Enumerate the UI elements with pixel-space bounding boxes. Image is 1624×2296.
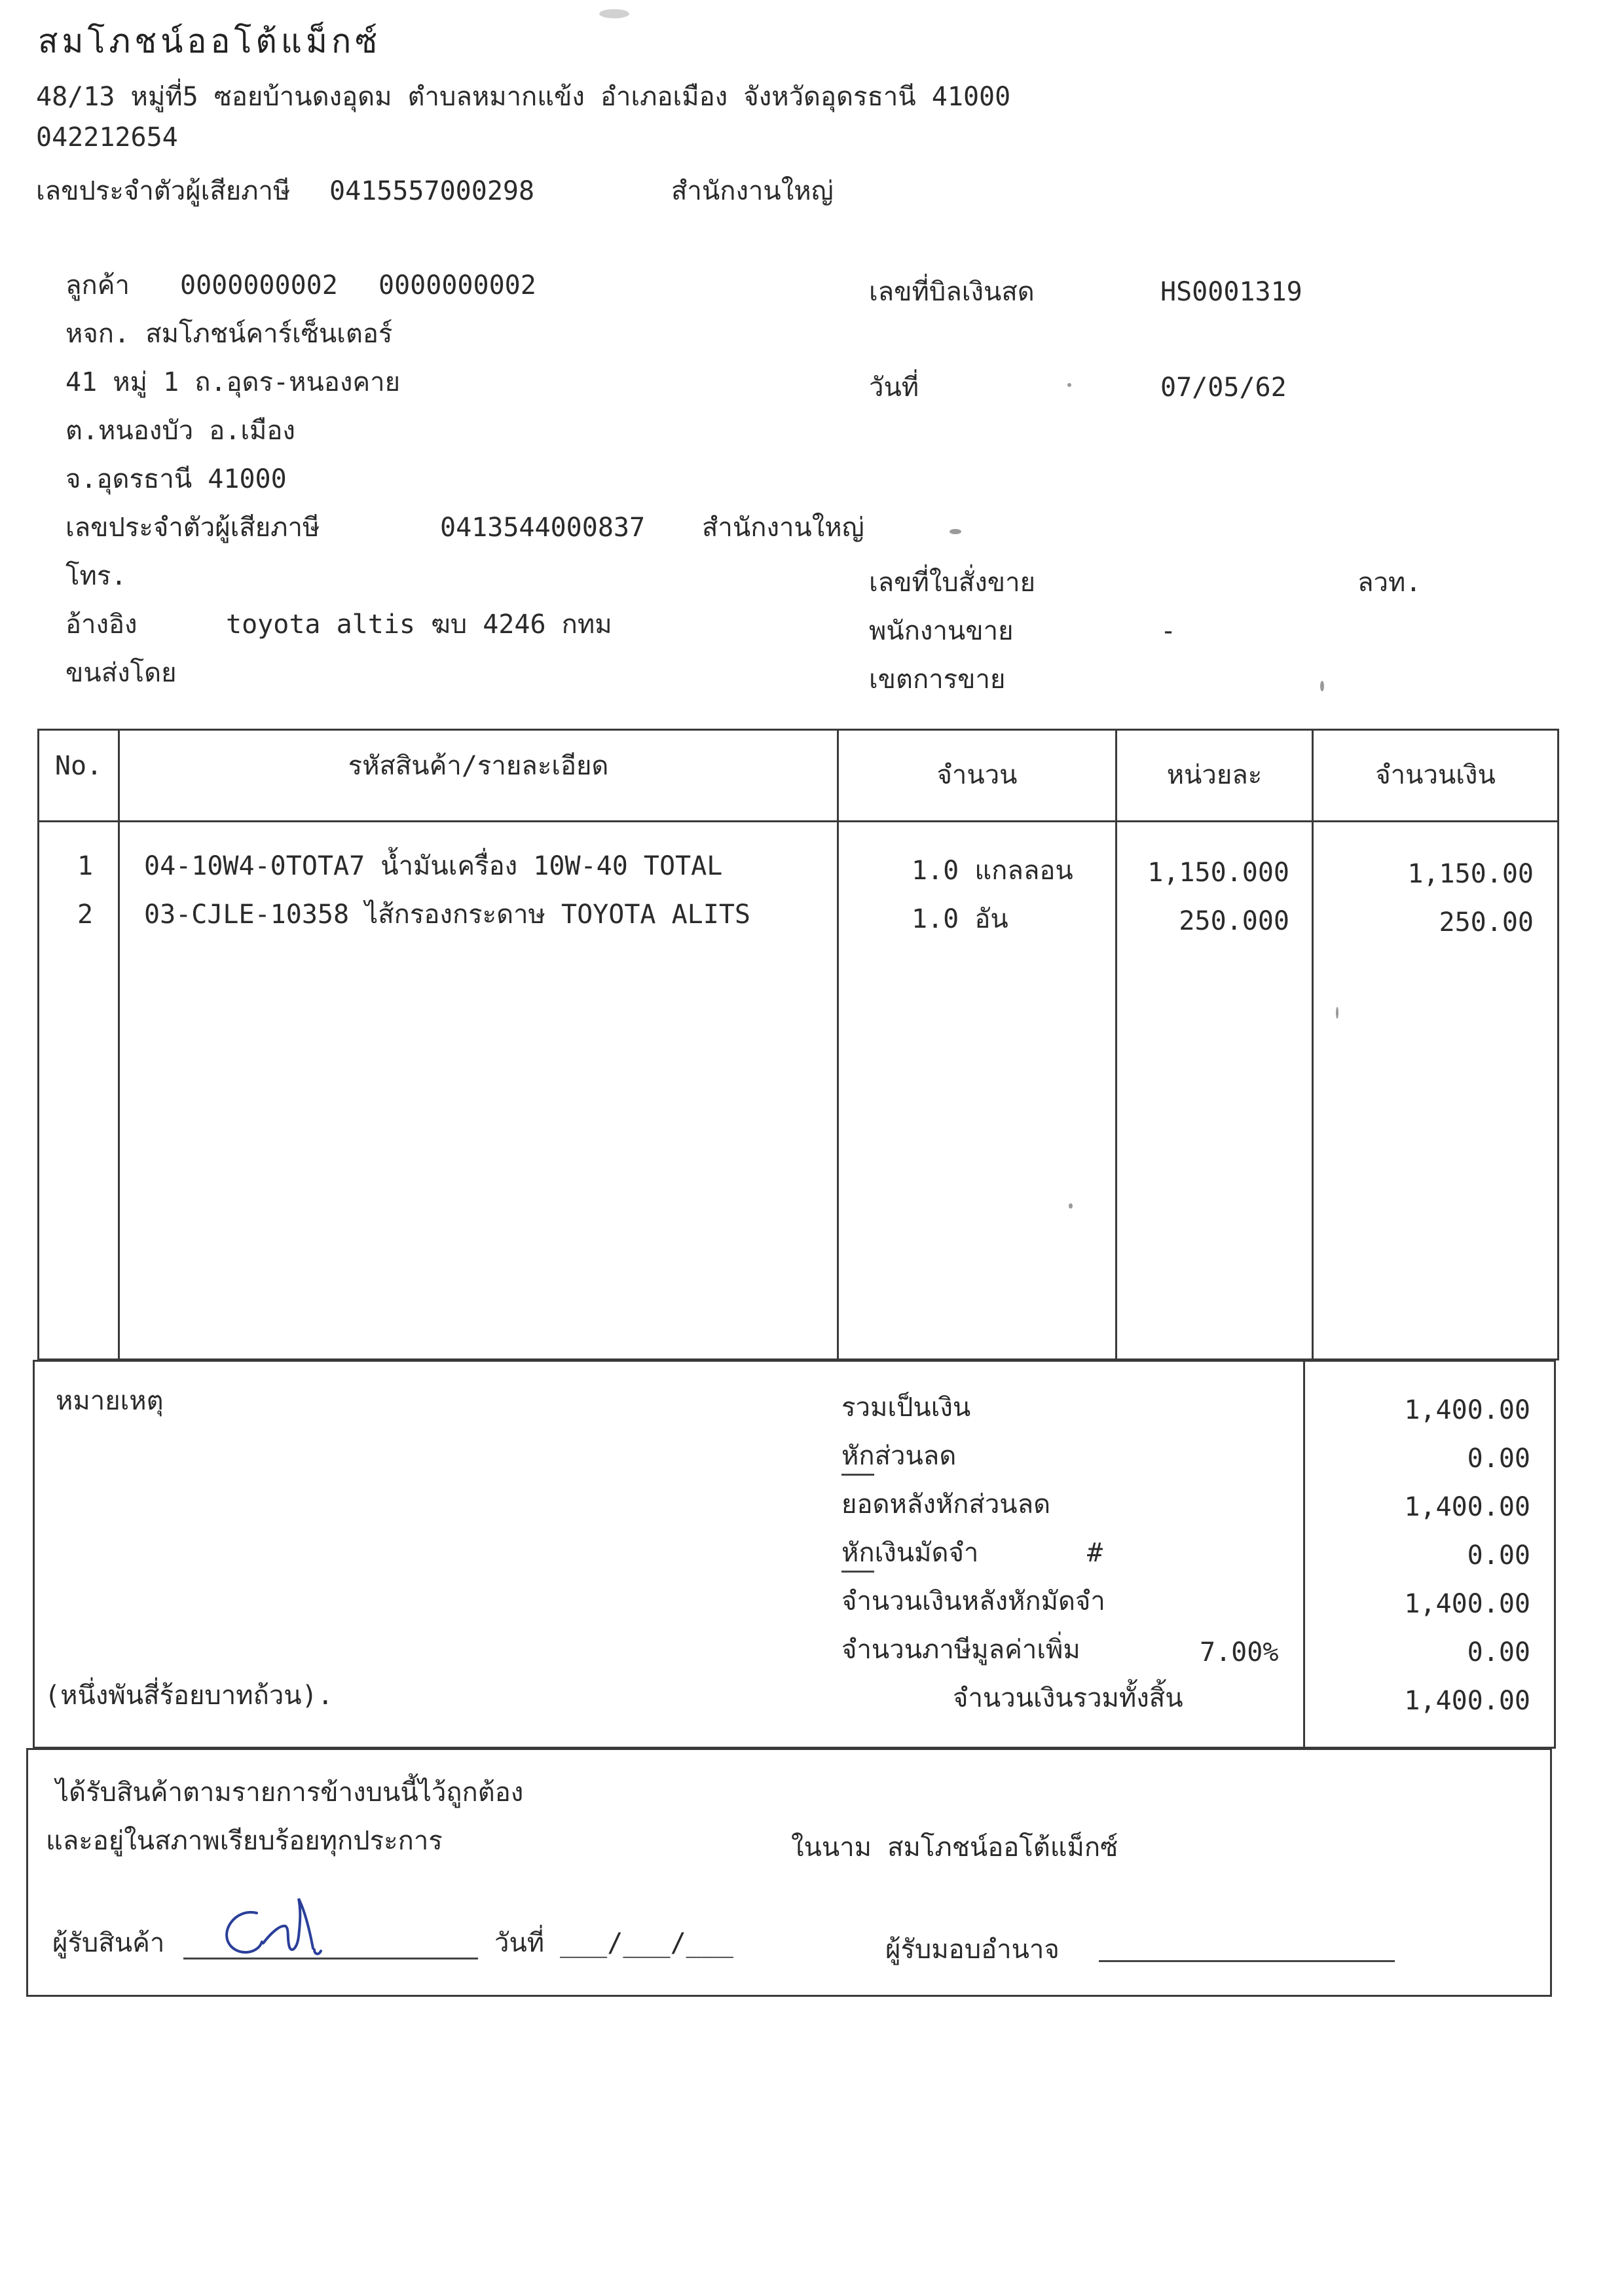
- column-divider: [118, 729, 120, 1360]
- row-quantity: 1.0 แกลลอน: [912, 856, 1073, 886]
- amount-in-words: (หนึ่งพันสี่ร้อยบาทถ้วน).: [45, 1681, 333, 1711]
- receive-date-label: วันที่: [494, 1928, 545, 1958]
- vat-rate: 7.00%: [1200, 1637, 1279, 1667]
- subtotal-label: รวมเป็นเงิน: [841, 1393, 971, 1423]
- items-header-divider: [37, 820, 1559, 822]
- vat-label: จำนวนภาษีมูลค่าเพิ่ม: [841, 1635, 1080, 1665]
- receiver-label: ผู้รับสินค้า: [52, 1928, 165, 1958]
- deposit-value: 0.00: [1467, 1540, 1530, 1571]
- customer-phone-label: โทร.: [65, 561, 127, 591]
- bill-number-label: เลขที่บิลเงินสด: [869, 277, 1035, 307]
- column-header-description: รหัสสินค้า/รายละเอียด: [348, 751, 609, 781]
- scan-speck: [599, 9, 629, 18]
- received-line-2: และอยู่ในสภาพเรียบร้อยทุกประการ: [46, 1826, 443, 1856]
- salesperson-label: พนักงานขาย: [869, 616, 1014, 646]
- summary-column-divider: [1303, 1360, 1305, 1749]
- customer-tax-label: เลขประจำตัวผู้เสียภาษี: [65, 513, 320, 543]
- scan-speck: [1336, 1007, 1338, 1019]
- scan-speck: [1067, 383, 1071, 387]
- subtotal-value: 1,400.00: [1404, 1395, 1530, 1425]
- column-divider: [1115, 729, 1117, 1360]
- row-unit-price: 1,150.000: [1147, 858, 1289, 888]
- scan-speck: [1320, 681, 1324, 691]
- vat-value: 0.00: [1467, 1637, 1530, 1667]
- customer-address-2: ต.หนองบัว อ.เมือง: [65, 416, 295, 446]
- column-header-amount: จำนวนเงิน: [1375, 760, 1496, 790]
- deposit-mark: #: [1087, 1538, 1103, 1568]
- after-deposit-label: จำนวนเงินหลังหักมัดจำ: [841, 1586, 1105, 1616]
- customer-address-3: จ.อุดรธานี 41000: [65, 464, 287, 494]
- company-phone: 042212654: [36, 122, 178, 153]
- row-description: 04-10W4-0TOTA7 น้ำมันเครื่อง 10W-40 TOTAL: [144, 851, 723, 881]
- customer-tax-id: 0413544000837: [440, 513, 646, 543]
- sales-order-label: เลขที่ใบสั่งขาย: [869, 568, 1036, 598]
- customer-name: หจก. สมโภชน์คาร์เซ็นเตอร์: [65, 319, 393, 349]
- column-divider: [837, 729, 839, 1360]
- receive-date-blank[interactable]: ___/___/___: [560, 1928, 733, 1958]
- row-unit-price: 250.000: [1179, 906, 1289, 936]
- grand-total-label: จำนวนเงินรวมทั้งสิ้น: [953, 1683, 1183, 1713]
- column-header-no: No.: [54, 751, 103, 781]
- sales-order-value: ลวท.: [1357, 568, 1422, 598]
- bill-number: HS0001319: [1160, 277, 1302, 307]
- reference-value: toyota altis ฆบ 4246 กทม: [226, 610, 612, 640]
- deposit-underline: [841, 1571, 874, 1573]
- customer-branch: สำนักงานใหญ่: [702, 513, 864, 543]
- scan-speck: [1069, 1203, 1073, 1209]
- receiver-signature: [216, 1893, 341, 1965]
- discount-label: หักส่วนลด: [841, 1441, 957, 1471]
- received-line-1: ได้รับสินค้าตามรายการข้างบนนี้ไว้ถูกต้อง: [56, 1777, 524, 1808]
- row-amount: 1,150.00: [1407, 859, 1534, 889]
- grand-total-value: 1,400.00: [1404, 1686, 1530, 1716]
- after-discount-value: 1,400.00: [1404, 1492, 1530, 1522]
- salesperson-value: -: [1160, 616, 1177, 646]
- customer-address-1: 41 หมู่ 1 ถ.อุดร-หนองคาย: [65, 367, 401, 397]
- discount-value: 0.00: [1467, 1444, 1530, 1474]
- column-header-unit-price: หน่วยละ: [1166, 760, 1263, 790]
- customer-code-2: 0000000002: [378, 270, 536, 301]
- discount-underline: [841, 1474, 874, 1476]
- bill-date: 07/05/62: [1160, 373, 1287, 403]
- company-name: สมโภชน์ออโต้แม็กซ์: [38, 22, 382, 60]
- company-address: 48/13 หมู่ที่5 ซอยบ้านดงอุดม ตำบลหมากแข้ง อำเภอเมือง จังหวัดอุดรธานี 41000: [36, 82, 1011, 112]
- company-tax-id: 0415557000298: [329, 176, 535, 206]
- column-divider: [1312, 729, 1314, 1360]
- customer-label: ลูกค้า: [65, 270, 130, 301]
- reference-label: อ้างอิง: [65, 610, 138, 640]
- row-no: 2: [77, 900, 94, 930]
- company-branch: สำนักงานใหญ่: [671, 176, 834, 206]
- row-description: 03-CJLE-10358 ไส้กรองกระดาษ TOYOTA ALITS: [144, 900, 750, 930]
- company-tax-label: เลขประจำตัวผู้เสียภาษี: [36, 176, 291, 206]
- after-discount-label: ยอดหลังหักส่วนลด: [841, 1489, 1051, 1520]
- items-table: [37, 729, 1559, 1360]
- row-no: 1: [77, 851, 94, 881]
- after-deposit-value: 1,400.00: [1404, 1589, 1530, 1619]
- on-behalf-of: ในนาม สมโภชน์ออโต้แม็กซ์: [791, 1832, 1118, 1863]
- authorized-signature-line: [1099, 1960, 1395, 1962]
- scan-speck: [950, 529, 961, 534]
- deposit-label: หักเงินมัดจำ: [841, 1538, 979, 1568]
- row-quantity: 1.0 อัน: [912, 904, 1008, 934]
- customer-code-1: 0000000002: [180, 270, 338, 301]
- column-header-quantity: จำนวน: [936, 760, 1018, 790]
- remark-label: หมายเหตุ: [56, 1386, 164, 1416]
- sales-area-label: เขตการขาย: [869, 665, 1006, 695]
- row-amount: 250.00: [1439, 907, 1534, 938]
- bill-date-label: วันที่: [869, 373, 919, 403]
- authorized-person-label: ผู้รับมอบอำนาจ: [885, 1935, 1060, 1965]
- shipping-label: ขนส่งโดย: [65, 658, 177, 688]
